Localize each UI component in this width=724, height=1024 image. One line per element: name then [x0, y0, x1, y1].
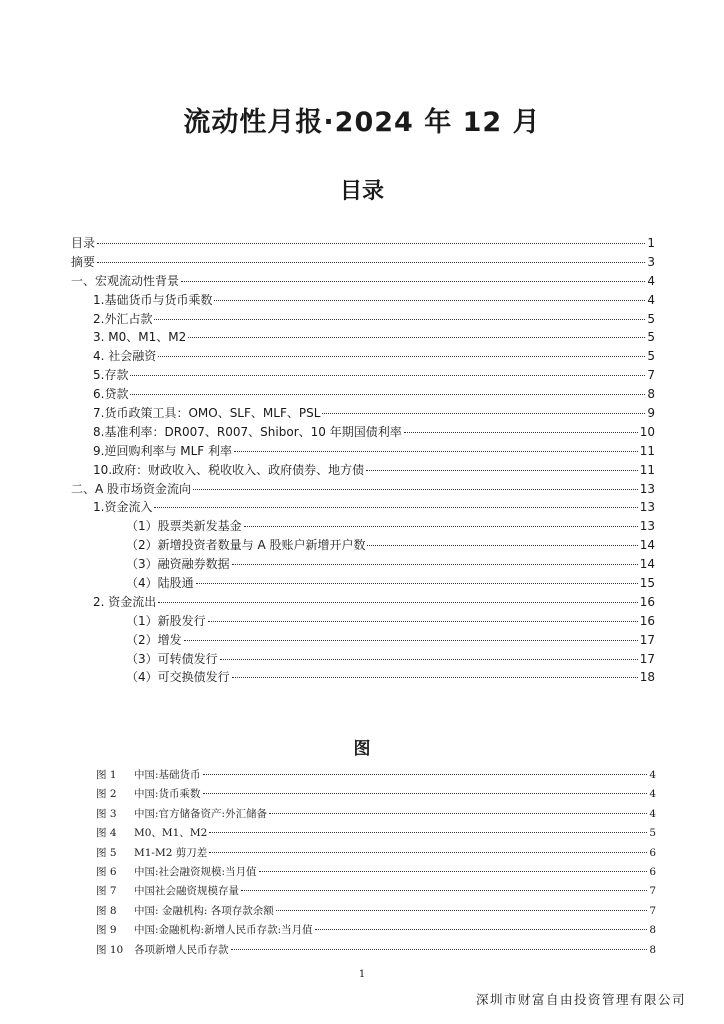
figure-leader-dots — [231, 949, 648, 950]
toc-entry-label: 2. 资金流出 — [93, 594, 157, 609]
toc-entry-label: 目录 — [71, 236, 96, 250]
toc-leader-dots — [244, 526, 638, 527]
toc-entry[interactable] — [71, 593, 655, 612]
figure-page: 4 — [649, 788, 656, 801]
toc-leader-dots — [404, 432, 638, 433]
toc-leader-dots — [232, 564, 638, 565]
figure-entry[interactable] — [96, 941, 656, 960]
toc-entry-label: 摘要 — [71, 254, 96, 269]
figure-number: 图 3 — [96, 807, 117, 820]
toc-entry-label: （4）可交换债发行 — [126, 670, 230, 685]
toc-entry[interactable] — [71, 291, 655, 310]
figure-label: M0、M1、M2 — [134, 827, 208, 840]
toc-leader-dots — [158, 602, 637, 603]
figure-entry[interactable] — [96, 844, 656, 863]
figure-page: 8 — [649, 943, 656, 956]
toc-entry[interactable] — [71, 650, 655, 669]
figure-number: 图 2 — [96, 788, 117, 801]
figure-leader-dots — [203, 793, 648, 794]
toc-entry-page: 16 — [639, 613, 655, 628]
figure-page: 5 — [649, 827, 656, 840]
toc-entry[interactable] — [71, 310, 655, 329]
toc-entry[interactable] — [71, 536, 655, 555]
toc-entry-page: 1 — [647, 236, 655, 250]
toc-entry-label: （1）新股发行 — [126, 613, 206, 628]
figure-number: 图 9 — [96, 924, 117, 937]
toc-leader-dots — [181, 281, 645, 282]
figure-number: 图 1 — [96, 769, 117, 781]
toc-leader-dots — [184, 640, 638, 641]
figure-leader-dots — [209, 832, 647, 833]
toc-entry[interactable] — [71, 498, 655, 517]
figure-leader-dots — [209, 852, 647, 853]
toc-entry-page: 17 — [639, 632, 655, 647]
toc-entry-label: 一、宏观流动性背景 — [71, 273, 180, 288]
figure-entry[interactable] — [96, 805, 656, 824]
toc-entry-page: 11 — [639, 462, 655, 477]
toc-entry-page: 16 — [639, 594, 655, 609]
toc-entry[interactable] — [71, 404, 655, 423]
toc-leader-dots — [97, 262, 645, 263]
toc-entry-page: 5 — [647, 311, 655, 326]
toc-leader-dots — [154, 319, 645, 320]
figure-label: M1-M2 剪刀差 — [134, 846, 208, 859]
toc-entry-page: 5 — [647, 330, 655, 345]
figure-page: 6 — [649, 865, 656, 878]
toc-entry[interactable] — [71, 480, 655, 499]
toc-entry-page: 8 — [647, 387, 655, 402]
figure-list — [96, 766, 656, 960]
toc-entry-label: 8.基准利率：DR007、R007、Shibor、10 年期国债利率 — [93, 424, 402, 439]
toc-entry[interactable] — [71, 461, 655, 480]
toc-leader-dots — [234, 451, 638, 452]
figure-page: 4 — [649, 769, 656, 781]
figure-number: 图 5 — [96, 846, 117, 859]
figure-page: 6 — [649, 846, 656, 859]
page-number: 1 — [358, 969, 366, 980]
figure-number: 图 8 — [96, 904, 117, 917]
toc-entry-label: 1.资金流入 — [93, 500, 153, 515]
toc-entry[interactable] — [71, 555, 655, 574]
figure-label: 中国:社会融资规模:当月值 — [134, 865, 257, 878]
toc-entry-page: 4 — [647, 273, 655, 288]
toc-leader-dots — [188, 337, 645, 338]
document-title: 流动性月报·2024 年 12 月 — [183, 107, 541, 138]
toc-entry-label: 9.逆回购利率与 MLF 利率 — [93, 443, 233, 458]
toc-entry-page: 13 — [639, 500, 655, 515]
toc-entry[interactable] — [71, 668, 655, 687]
figure-leader-dots — [203, 774, 648, 775]
toc-entry-label: 5.存款 — [93, 368, 129, 383]
figure-entry[interactable] — [96, 902, 656, 921]
figure-number: 图 4 — [96, 827, 117, 840]
toc-entry[interactable] — [71, 517, 655, 536]
figure-page: 7 — [649, 885, 656, 898]
toc-entry-page: 18 — [639, 670, 655, 685]
toc-leader-dots — [154, 507, 637, 508]
toc-entry-page: 15 — [639, 576, 655, 591]
toc-leader-dots — [367, 545, 637, 546]
toc-entry-label: （2）增发 — [126, 632, 182, 647]
toc-leader-dots — [220, 659, 638, 660]
figure-label: 中国:官方储备资产:外汇储备 — [134, 807, 268, 820]
toc-entry-page: 7 — [647, 368, 655, 383]
figure-page: 7 — [649, 904, 656, 917]
figure-leader-dots — [269, 813, 647, 814]
toc-entry-label: 6.贷款 — [93, 387, 129, 402]
toc-entry-label: 7.货币政策工具：OMO、SLF、MLF、PSL — [93, 406, 321, 421]
toc-entry-page: 13 — [639, 481, 655, 496]
toc-leader-dots — [208, 621, 638, 622]
toc-leader-dots — [193, 489, 638, 490]
toc-leader-dots — [214, 300, 645, 301]
toc-entry-label: （3）可转债发行 — [126, 651, 218, 666]
toc-entry[interactable] — [71, 574, 655, 593]
toc-entry[interactable] — [71, 423, 655, 442]
toc-entry-label: （4）陆股通 — [126, 576, 194, 591]
table-of-contents — [71, 234, 655, 687]
toc-entry[interactable] — [71, 631, 655, 650]
toc-leader-dots — [130, 375, 645, 376]
figure-leader-dots — [315, 929, 648, 930]
toc-entry-page: 14 — [639, 538, 655, 553]
toc-entry-page: 10 — [639, 424, 655, 439]
toc-entry-page: 5 — [647, 349, 655, 364]
toc-entry-page: 17 — [639, 651, 655, 666]
figure-entry[interactable] — [96, 824, 656, 843]
toc-entry-page: 11 — [639, 443, 655, 458]
toc-entry-page: 9 — [647, 406, 655, 421]
figure-number: 图 7 — [96, 885, 117, 898]
toc-leader-dots — [97, 243, 645, 244]
toc-entry-label: 10.政府：财政收入、税收收入、政府债券、地方债 — [93, 462, 365, 477]
figure-page: 4 — [649, 807, 656, 820]
toc-entry-label: 二、A 股市场资金流向 — [71, 481, 192, 496]
figure-entry[interactable] — [96, 785, 656, 804]
toc-entry[interactable] — [71, 253, 655, 272]
toc-entry[interactable] — [71, 385, 655, 404]
figure-label: 中国:基础货币 — [134, 769, 201, 781]
toc-entry[interactable] — [71, 366, 655, 385]
toc-leader-dots — [322, 413, 645, 414]
toc-leader-dots — [130, 394, 645, 395]
toc-entry-label: 3. M0、M1、M2 — [93, 330, 187, 345]
toc-entry-page: 3 — [647, 254, 655, 269]
toc-entry-label: （3）融资融券数据 — [126, 557, 230, 572]
toc-entry-label: 1.基础货币与货币乘数 — [93, 292, 213, 307]
toc-leader-dots — [232, 677, 638, 678]
toc-entry-label: （2）新增投资者数量与 A 股账户新增开户数 — [126, 538, 366, 553]
toc-leader-dots — [158, 356, 645, 357]
toc-entry[interactable] — [71, 612, 655, 631]
company-name: 深圳市财富自由投资管理有限公司 — [475, 992, 686, 1007]
figure-label: 中国社会融资规模存量 — [134, 885, 239, 898]
toc-entry[interactable] — [71, 272, 655, 291]
toc-entry[interactable] — [71, 442, 655, 461]
toc-entry[interactable] — [71, 234, 655, 253]
figure-page: 8 — [649, 924, 656, 937]
figure-label: 中国:货币乘数 — [134, 788, 201, 801]
toc-leader-dots — [196, 583, 638, 584]
figure-number: 图 6 — [96, 865, 117, 878]
toc-heading: 目录 — [339, 179, 384, 204]
figure-leader-dots — [259, 871, 648, 872]
toc-entry-page: 13 — [639, 519, 655, 534]
toc-entry-label: 4. 社会融资 — [93, 349, 157, 364]
figure-leader-dots — [241, 890, 647, 891]
figure-label: 中国: 金融机构: 各项存款余额 — [134, 904, 274, 917]
figure-entry[interactable] — [96, 921, 656, 940]
figure-label: 各项新增人民币存款 — [134, 943, 229, 956]
toc-entry-page: 4 — [647, 292, 655, 307]
toc-entry-page: 14 — [639, 557, 655, 572]
figure-entry[interactable] — [96, 766, 656, 785]
toc-entry[interactable] — [71, 347, 655, 366]
toc-entry[interactable] — [71, 328, 655, 347]
figure-number: 图 10 — [96, 943, 124, 956]
figure-entry[interactable] — [96, 863, 656, 882]
toc-entry-label: （1）股票类新发基金 — [126, 519, 242, 534]
figure-entry[interactable] — [96, 882, 656, 901]
figures-heading: 图 — [353, 739, 371, 759]
figure-label: 中国:金融机构:新增人民币存款:当月值 — [134, 924, 313, 937]
toc-leader-dots — [366, 470, 638, 471]
figure-leader-dots — [276, 910, 648, 911]
toc-entry-label: 2.外汇占款 — [93, 311, 153, 326]
